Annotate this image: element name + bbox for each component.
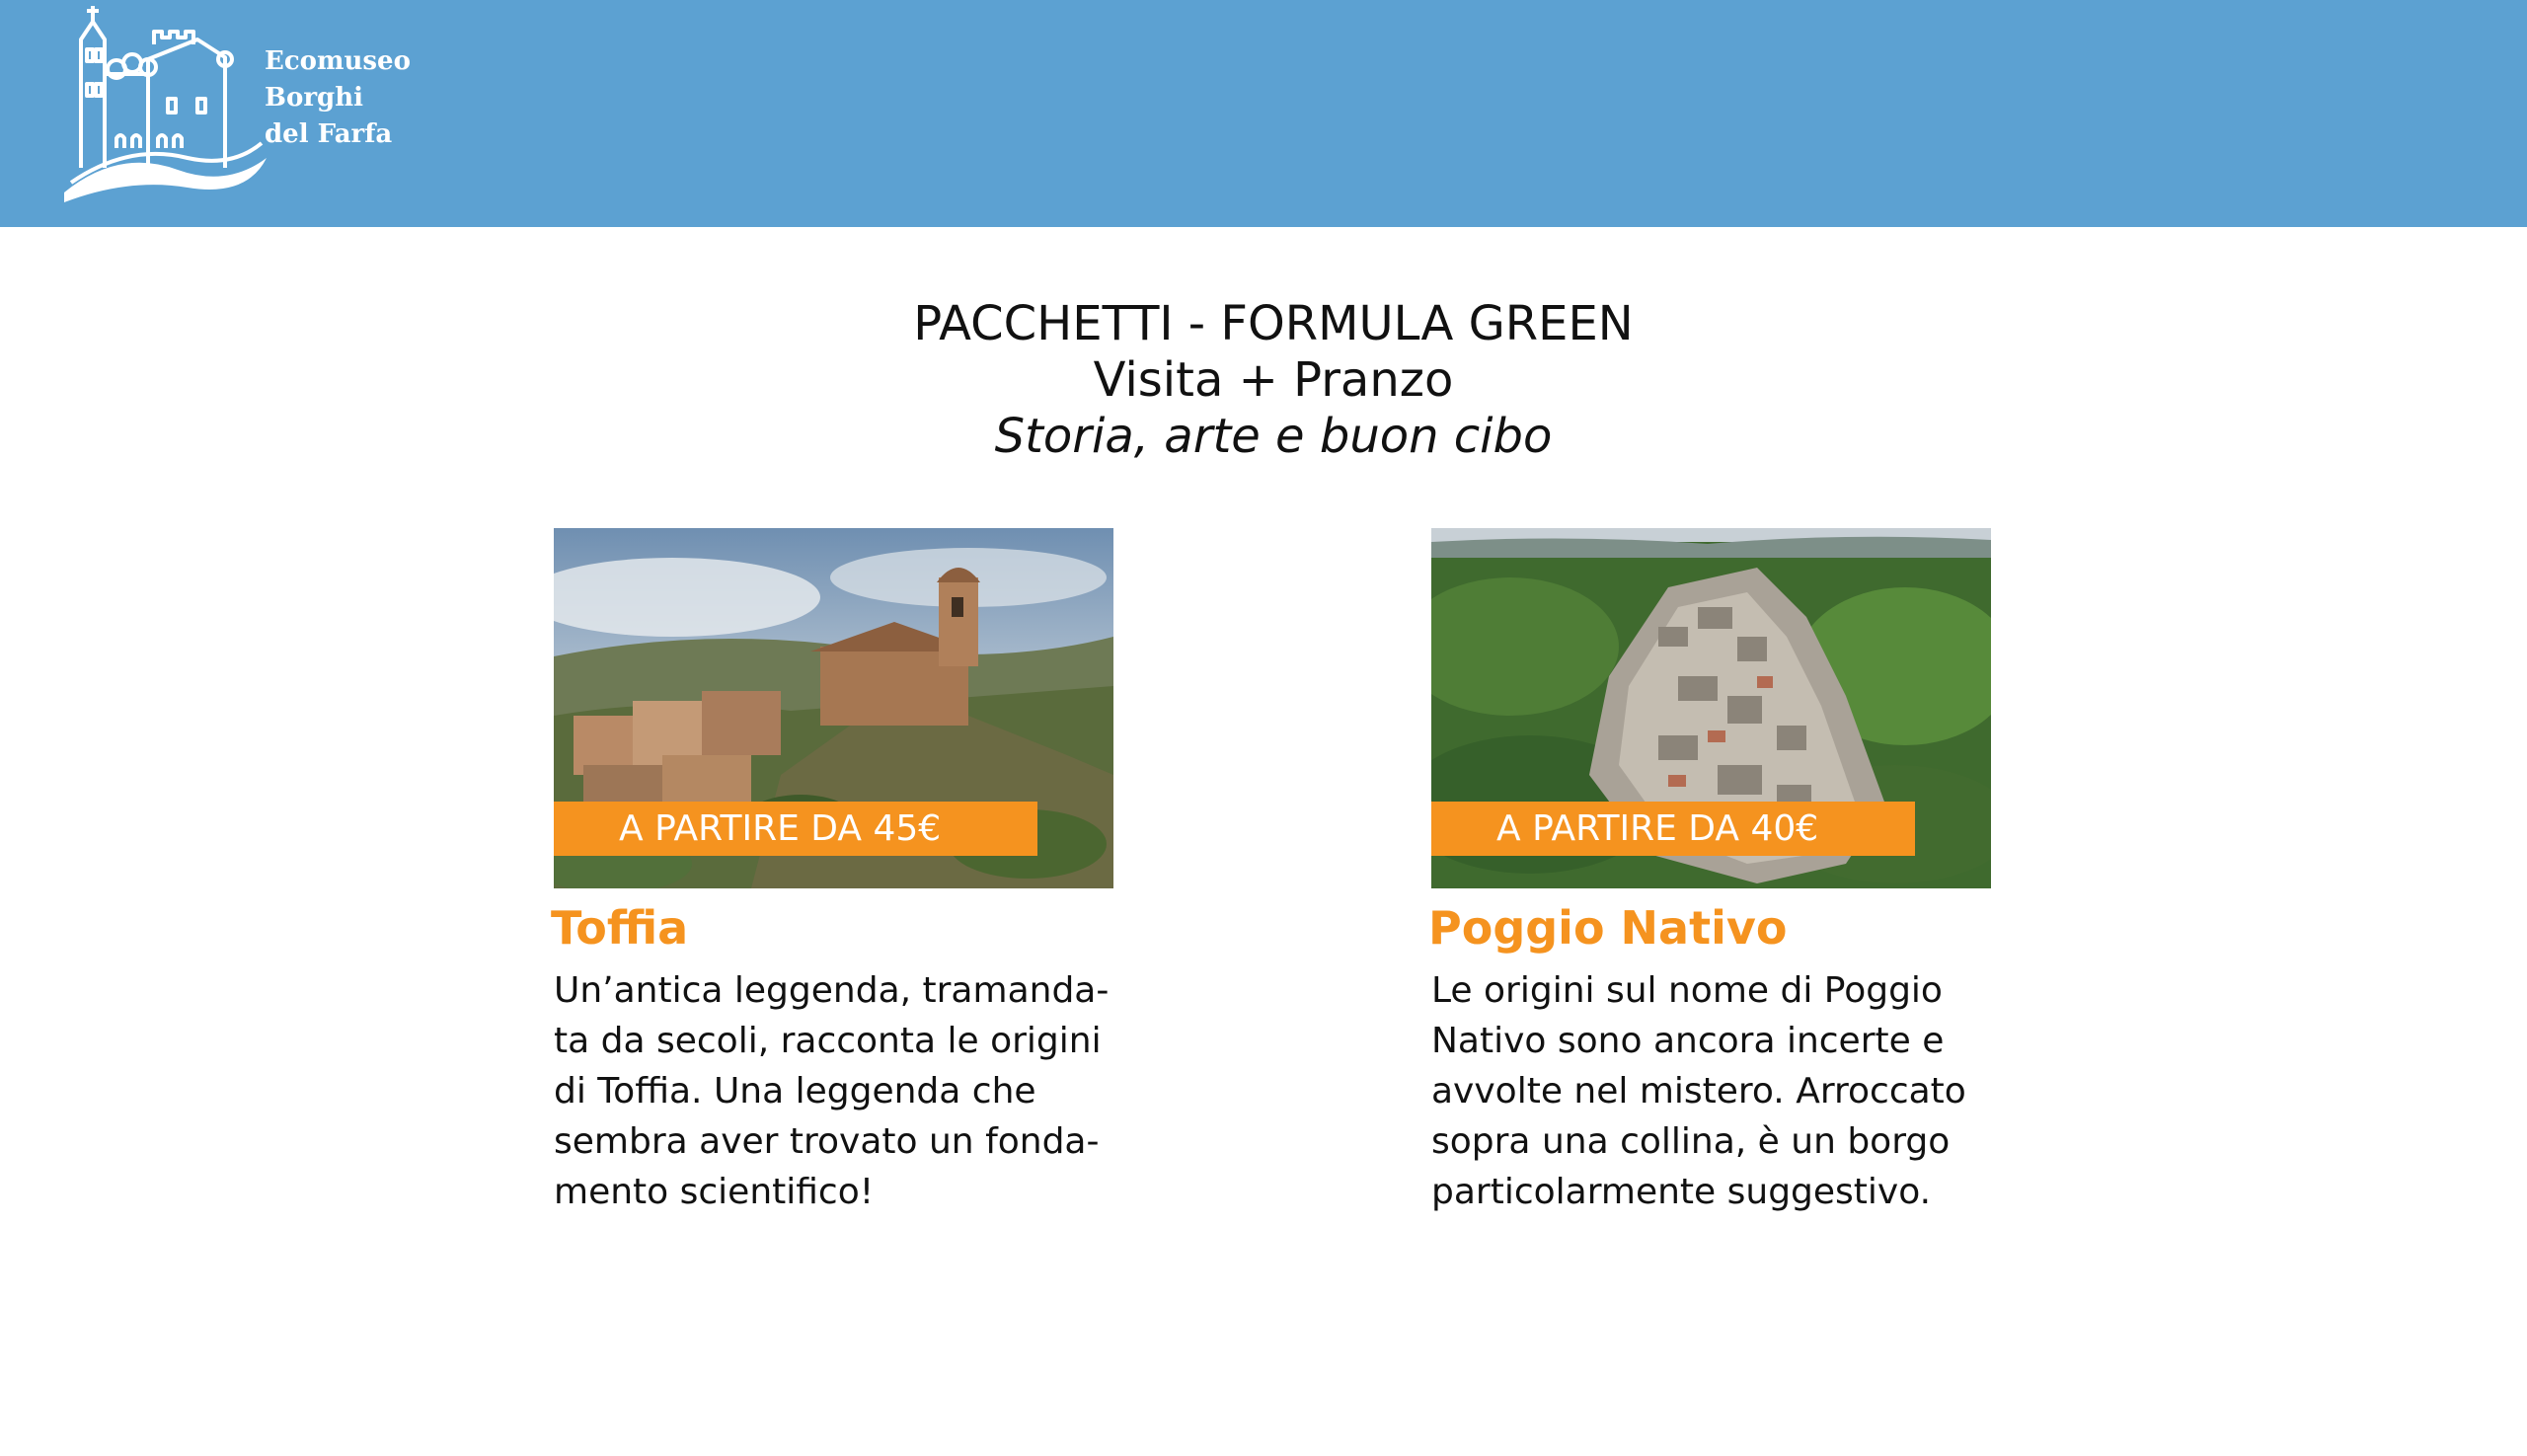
description-line: Le origini sul nome di Poggio [1431, 970, 1943, 1011]
brand-line-2: Borghi [265, 83, 363, 113]
page-subtitle: Visita + Pranzo [1093, 352, 1454, 408]
description-line: Un’antica leggenda, tramanda- [554, 970, 1110, 1011]
price-tag-toffia: A PARTIRE DA 45€ [554, 802, 1037, 856]
ecomuseo-logo-icon [59, 0, 276, 212]
card-image-poggio-nativo[interactable] [1431, 528, 1991, 888]
description-line: sembra aver trovato un fonda- [554, 1121, 1100, 1162]
description-line: ta da secoli, racconta le origini [554, 1021, 1102, 1061]
brand-line-1: Ecomuseo [265, 46, 411, 76]
price-tag-poggio-nativo: A PARTIRE DA 40€ [1431, 802, 1915, 856]
package-card-toffia[interactable] [551, 528, 1146, 1217]
card-title-poggio-nativo[interactable]: Poggio Nativo [1428, 901, 1788, 955]
card-title-toffia[interactable]: Toffia [551, 901, 689, 955]
description-line: particolarmente suggestivo. [1431, 1172, 1932, 1212]
package-card-poggio-nativo[interactable] [1428, 528, 2024, 1217]
page-title: PACCHETTI - FORMULA GREEN [913, 296, 1634, 351]
description-line: di Toffia. Una leggenda che [554, 1071, 1036, 1111]
brand-name [265, 43, 411, 153]
brand-line-3: del Farfa [265, 119, 393, 149]
description-line: sopra una collina, è un borgo [1431, 1121, 1951, 1162]
description-line: avvolte nel mistero. Arroccato [1431, 1071, 1966, 1111]
card-description-toffia [554, 965, 1146, 1217]
description-line: mento scientifico! [554, 1172, 875, 1212]
page-heading [0, 296, 2527, 465]
page-tagline: Storia, arte e buon cibo [994, 409, 1553, 464]
card-image-toffia[interactable] [554, 528, 1113, 888]
header-bar [0, 0, 2527, 227]
card-description-poggio-nativo [1431, 965, 2024, 1217]
description-line: Nativo sono ancora incerte e [1431, 1021, 1945, 1061]
